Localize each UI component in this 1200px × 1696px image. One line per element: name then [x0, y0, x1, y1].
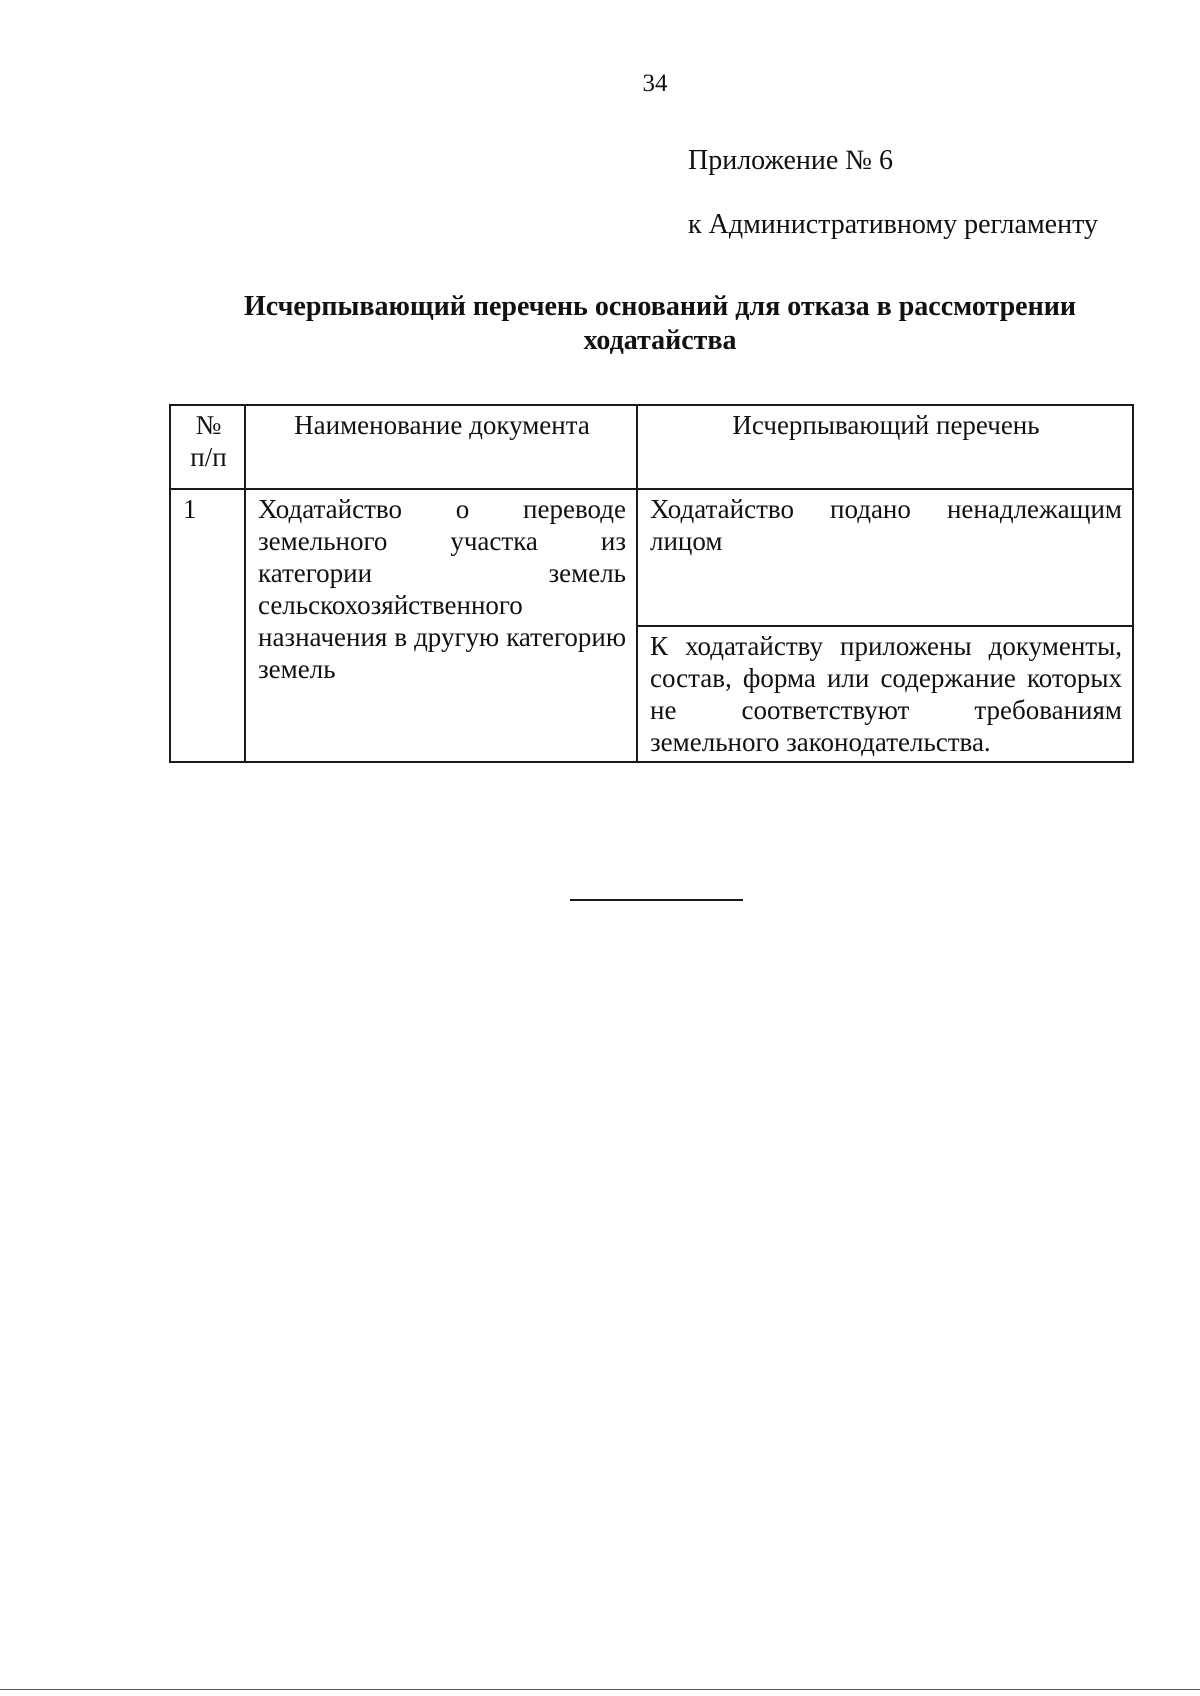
grounds-table — [169, 404, 1134, 763]
document-title-line-1: Исчерпывающий перечень оснований для отказа в рассмотрении — [243, 291, 1076, 322]
row-number: 1 — [170, 489, 245, 762]
page-bottom-rule — [0, 1689, 1200, 1690]
header-number: № п/п — [170, 405, 245, 489]
header-document-name: Наименование документа — [245, 405, 637, 489]
appendix-reference: к Административному регламенту — [688, 209, 1098, 240]
page-number: 34 — [642, 70, 668, 97]
table-row — [170, 489, 1133, 626]
end-rule — [570, 899, 743, 901]
document-title-line-2: ходатайства — [583, 325, 737, 356]
table-header-row — [170, 405, 1133, 489]
row-ground-1: Ходатайство подано ненадлежащим лицом — [637, 489, 1133, 626]
row-ground-2: К ходатайству приложены документы, состав, форма или содержание которых не соответствуют требованиям земельного законодательства. — [637, 626, 1133, 762]
document-title — [180, 290, 1140, 358]
appendix-label: Приложение № 6 — [688, 145, 893, 176]
header-grounds-list: Исчерпывающий перечень — [637, 405, 1133, 489]
row-document-name: Ходатайство о переводе земельного участка из категории земель сельскохозяйственного назначения в другую категорию земель — [245, 489, 637, 762]
